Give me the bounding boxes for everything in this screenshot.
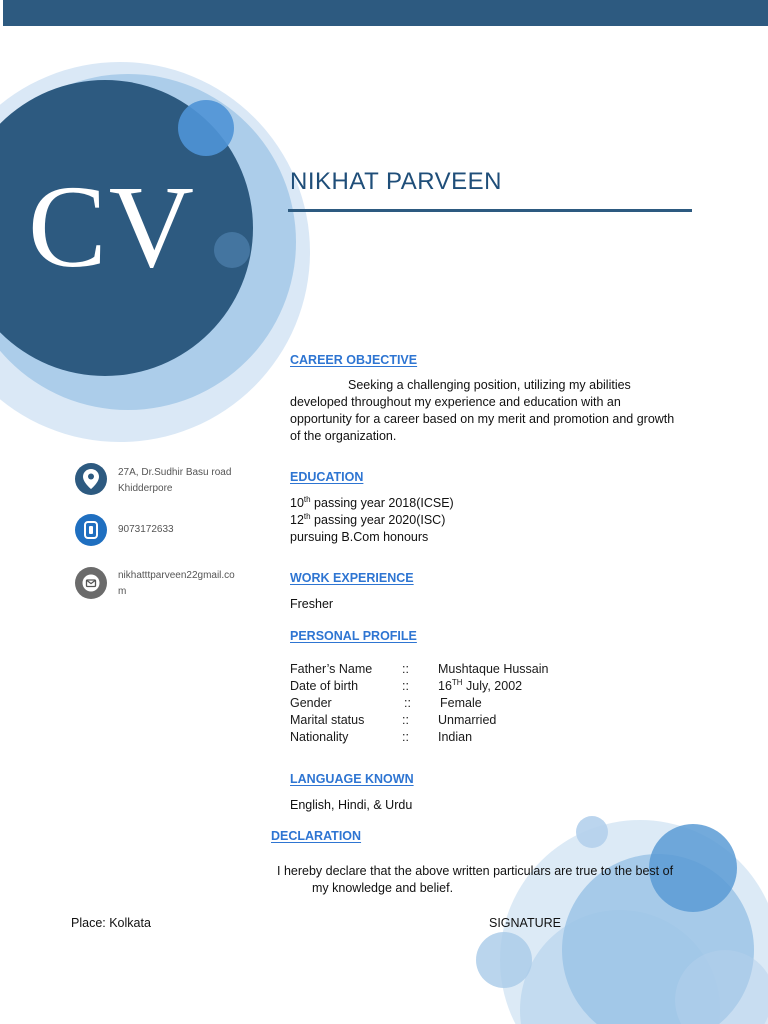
education-item-3: pursuing B.Com honours — [290, 530, 429, 544]
objective-line-4: of the organization. — [290, 429, 397, 443]
language-value: English, Hindi, & Urdu — [290, 798, 413, 812]
declaration-line-1: I hereby declare that the above written particulars are true to the best of — [277, 864, 674, 878]
phone-number: 9073172633 — [118, 524, 174, 535]
address-block — [118, 465, 231, 497]
profile-row: Father’s Name :: Mushtaque Hussain — [290, 662, 549, 676]
work-experience-heading: WORK EXPERIENCE — [290, 571, 414, 585]
objective-line-2: developed throughout my experience and education with an — [290, 395, 621, 409]
profile-row: Gender :: Female — [290, 696, 482, 710]
profile-row: Date of birth :: 16TH July, 2002 — [290, 677, 523, 693]
cv-logo-text: CV — [28, 161, 196, 292]
address-line-1: 27A, Dr.Sudhir Basu road — [118, 467, 232, 478]
career-objective-heading: CAREER OBJECTIVE — [290, 353, 418, 367]
personal-profile-heading: PERSONAL PROFILE — [290, 629, 417, 643]
personal-profile-table — [290, 662, 548, 747]
career-objective-text — [290, 377, 710, 445]
email-icon — [75, 567, 107, 599]
language-heading: LANGUAGE KNOWN — [290, 772, 414, 786]
declaration-text — [277, 863, 717, 897]
name-underline — [288, 209, 692, 212]
email-line-1: nikhatttparveen22gmail.co — [118, 570, 235, 581]
top-banner — [3, 0, 768, 26]
objective-line-1: Seeking a challenging position, utilizing my abilities — [348, 378, 631, 392]
education-heading: EDUCATION — [290, 470, 364, 484]
email-line-2: m — [118, 586, 127, 597]
declaration-line-2: my knowledge and belief. — [312, 881, 454, 895]
signature-label: SIGNATURE — [489, 916, 561, 930]
address-line-2: Khidderpore — [118, 483, 173, 494]
candidate-name: NIKHAT PARVEEN — [290, 168, 502, 195]
phone-icon — [75, 514, 107, 546]
place: Place: Kolkata — [71, 916, 151, 930]
profile-row: Marital status :: Unmarried — [290, 713, 497, 727]
profile-row: Nationality :: Indian — [290, 730, 473, 744]
education-list — [290, 495, 454, 546]
location-pin-icon — [75, 463, 107, 495]
education-item-1: 10th passing year 2018(ICSE) — [290, 494, 454, 510]
education-item-2: 12th passing year 2020(ISC) — [290, 511, 446, 527]
work-experience-value: Fresher — [290, 597, 334, 611]
email-address — [118, 568, 235, 600]
objective-line-3: opportunity for a career based on my merit and promotion and growth — [290, 412, 675, 426]
declaration-heading: DECLARATION — [271, 829, 362, 843]
